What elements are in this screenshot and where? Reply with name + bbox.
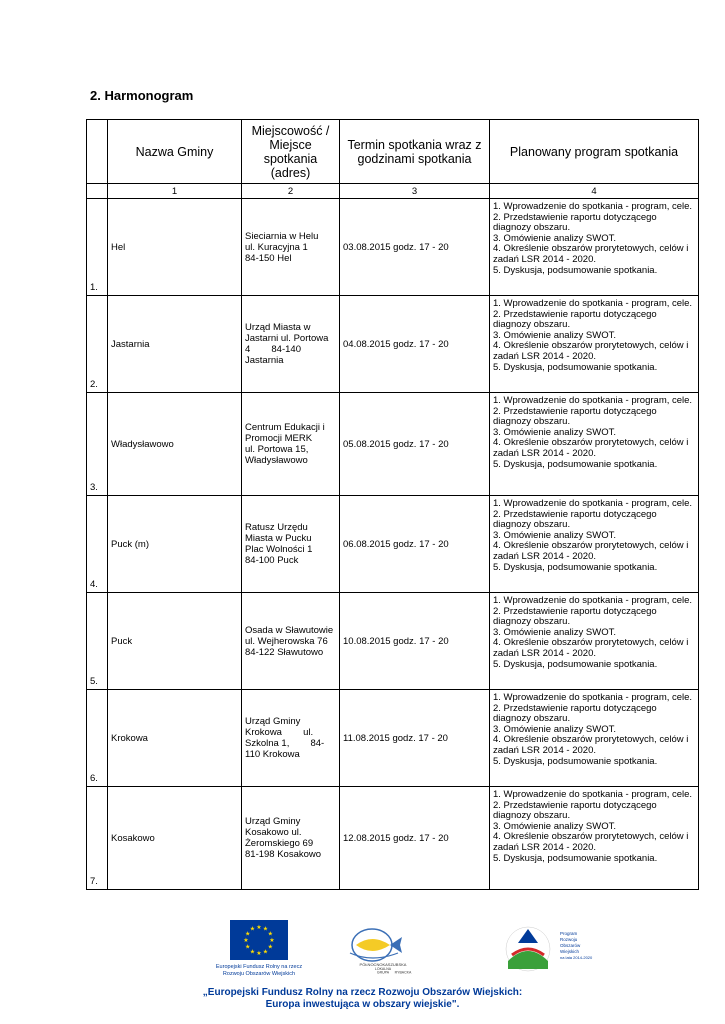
fish-tail-icon bbox=[390, 937, 402, 953]
program-item: 3. Omówienie analizy SWOT. bbox=[493, 426, 617, 438]
meeting-place-line: Kosakowo ul. bbox=[245, 827, 302, 838]
meeting-place-line: Władysławowo bbox=[245, 455, 308, 466]
svg-text:Wiejskich: Wiejskich bbox=[560, 949, 580, 954]
eu-flag-icon bbox=[230, 920, 288, 960]
svg-text:LOKALNA: LOKALNA bbox=[374, 967, 392, 971]
meeting-place-line: ul. Portowa 15, bbox=[245, 444, 309, 455]
program-item: 1. Wprowadzenie do spotkania - program, cele. bbox=[493, 595, 693, 606]
meeting-date: 10.08.2015 godz. 17 - 20 bbox=[340, 593, 490, 690]
program-item: 4. Określenie obszarów prorytetowych, celów i zadań LSR 2014 - 2020. bbox=[493, 637, 689, 659]
fish-body-icon bbox=[356, 939, 390, 951]
meeting-place-line: Szkolna 1, 84- bbox=[245, 738, 325, 749]
eu-star-icon: ★ bbox=[267, 944, 273, 951]
svg-text:Rozwoju: Rozwoju bbox=[560, 937, 578, 942]
meeting-program bbox=[490, 296, 699, 393]
program-item: 5. Dyskusja, podsumowanie spotkania. bbox=[493, 458, 658, 470]
table-row bbox=[87, 690, 699, 787]
meeting-place-line: Żeromskiego 69 bbox=[245, 838, 314, 849]
prow-logo bbox=[502, 921, 602, 977]
row-number: 6. bbox=[87, 690, 108, 787]
program-item: 5. Dyskusja, podsumowanie spotkania. bbox=[493, 264, 658, 276]
eu-star-icon: ★ bbox=[256, 951, 262, 957]
meeting-place bbox=[242, 199, 340, 296]
meeting-program bbox=[490, 787, 699, 890]
column-number: 2 bbox=[242, 184, 340, 199]
eu-star-icon: ★ bbox=[269, 938, 275, 944]
meeting-place bbox=[242, 690, 340, 787]
table-row bbox=[87, 296, 699, 393]
program-item: 2. Przedstawienie raportu dotyczącego diagnozy obszaru. bbox=[493, 211, 657, 234]
meeting-date: 12.08.2015 godz. 17 - 20 bbox=[340, 787, 490, 890]
program-item: 1. Wprowadzenie do spotkania - program, cele. bbox=[493, 498, 693, 509]
program-item: 5. Dyskusja, podsumowanie spotkania. bbox=[493, 361, 658, 373]
meeting-place-line: ul. Kuracyjna 1 bbox=[245, 241, 308, 253]
eu-star-icon: ★ bbox=[243, 938, 249, 944]
eu-star-icon: ★ bbox=[256, 925, 262, 931]
row-number: 4. bbox=[87, 496, 108, 593]
program-item: 4. Określenie obszarów prorytetowych, celów i zadań LSR 2014 - 2020. bbox=[493, 734, 689, 756]
program-item: 3. Omówienie analizy SWOT. bbox=[493, 820, 617, 832]
program-item: 4. Określenie obszarów prorytetowych, celów i zadań LSR 2014 - 2020. bbox=[493, 831, 689, 853]
program-item: 1. Wprowadzenie do spotkania - program, cele. bbox=[493, 395, 693, 406]
table-row bbox=[87, 787, 699, 890]
program-item: 2. Przedstawienie raportu dotyczącego diagnozy obszaru. bbox=[493, 308, 657, 331]
column-number bbox=[87, 184, 108, 199]
lgr-logo bbox=[342, 923, 424, 975]
meeting-date: 03.08.2015 godz. 17 - 20 bbox=[340, 199, 490, 296]
column-number: 1 bbox=[108, 184, 242, 199]
header-lp bbox=[87, 120, 108, 184]
gmina-name: Puck bbox=[108, 593, 242, 690]
meeting-program bbox=[490, 593, 699, 690]
meeting-place-line: 84-122 Sławutowo bbox=[245, 646, 324, 658]
meeting-place-line: 84-150 Hel bbox=[245, 252, 292, 264]
program-item: 2. Przedstawienie raportu dotyczącego diagnozy obszaru. bbox=[493, 605, 657, 628]
program-item: 3. Omówienie analizy SWOT. bbox=[493, 723, 617, 735]
meeting-program bbox=[490, 690, 699, 787]
meeting-place-line: Jastarnia bbox=[245, 355, 284, 366]
meeting-place-line: ul. Wejherowska 76 bbox=[245, 635, 328, 647]
table-header-row bbox=[87, 120, 699, 184]
program-item: 4. Określenie obszarów prorytetowych, celów i zadań LSR 2014 - 2020. bbox=[493, 437, 689, 459]
eu-star-icon: ★ bbox=[262, 926, 269, 933]
gmina-name: Puck (m) bbox=[108, 496, 242, 593]
row-number: 1. bbox=[87, 199, 108, 296]
program-item: 4. Określenie obszarów prorytetowych, celów i zadań LSR 2014 - 2020. bbox=[493, 540, 689, 562]
meeting-place bbox=[242, 393, 340, 496]
meeting-date: 06.08.2015 godz. 17 - 20 bbox=[340, 496, 490, 593]
eu-star-icon: ★ bbox=[267, 931, 273, 938]
meeting-place-line: Jastarni ul. Portowa bbox=[245, 333, 329, 344]
gmina-name: Krokowa bbox=[108, 690, 242, 787]
meeting-place-line: 81-198 Kosakowo bbox=[245, 849, 322, 860]
svg-text:PÓŁNOCNOKASZUBSKA: PÓŁNOCNOKASZUBSKA bbox=[359, 962, 407, 967]
svg-text:GRUPA: GRUPA bbox=[376, 970, 390, 975]
footer-slogan-line1: „Europejski Fundusz Rolny na rzecz Rozwoju Obszarów Wiejskich: bbox=[202, 987, 523, 998]
program-item: 1. Wprowadzenie do spotkania - program, cele. bbox=[493, 692, 693, 703]
header-miejsce: Miejscowość / Miejsce spotkania (adres) bbox=[242, 120, 340, 184]
program-item: 5. Dyskusja, podsumowanie spotkania. bbox=[493, 755, 658, 767]
meeting-place-line: Plac Wolności 1 bbox=[245, 544, 313, 555]
meeting-place-line: Osada w Sławutowie bbox=[245, 624, 334, 636]
meeting-place-line: 84-100 Puck bbox=[245, 555, 299, 566]
program-item: 5. Dyskusja, podsumowanie spotkania. bbox=[493, 561, 658, 573]
header-program: Planowany program spotkania bbox=[490, 120, 699, 184]
program-item: 4. Określenie obszarów prorytetowych, celów i zadań LSR 2014 - 2020. bbox=[493, 340, 689, 362]
meeting-place-line: Centrum Edukacji i bbox=[245, 422, 325, 433]
meeting-program bbox=[490, 496, 699, 593]
meeting-place-line: 110 Krokowa bbox=[245, 749, 300, 760]
eu-logo-caption: Europejski Fundusz Rolny na rzecz Rozwoju Obszarów Wiejskich bbox=[215, 964, 303, 977]
footer-slogan bbox=[0, 987, 725, 1010]
gmina-name: Hel bbox=[108, 199, 242, 296]
eu-star-icon: ★ bbox=[262, 949, 269, 956]
program-item: 3. Omówienie analizy SWOT. bbox=[493, 626, 617, 638]
program-item: 1. Wprowadzenie do spotkania - program, cele. bbox=[493, 789, 693, 800]
table-row bbox=[87, 496, 699, 593]
meeting-place-line: Ratusz Urzędu bbox=[245, 522, 308, 533]
program-item: 2. Przedstawienie raportu dotyczącego diagnozy obszaru. bbox=[493, 508, 657, 531]
program-item: 1. Wprowadzenie do spotkania - program, cele. bbox=[493, 201, 693, 212]
column-number: 4 bbox=[490, 184, 699, 199]
program-item: 4. Określenie obszarów prorytetowych, celów i zadań LSR 2014 - 2020. bbox=[493, 243, 689, 265]
meeting-program bbox=[490, 393, 699, 496]
meeting-place bbox=[242, 593, 340, 690]
gmina-name: Władysławowo bbox=[108, 393, 242, 496]
column-number-row bbox=[87, 184, 699, 199]
svg-text:na lata 2014-2020: na lata 2014-2020 bbox=[560, 955, 593, 960]
eu-logo bbox=[207, 920, 311, 977]
meeting-place-line: Miasta w Pucku bbox=[245, 533, 312, 544]
row-number: 7. bbox=[87, 787, 108, 890]
eu-star-icon: ★ bbox=[245, 944, 251, 951]
meeting-place-line: Sieciarnia w Helu bbox=[245, 230, 319, 242]
meeting-place-line: Urząd Miasta w bbox=[245, 322, 311, 333]
meeting-program bbox=[490, 199, 699, 296]
header-termin: Termin spotkania wraz z godzinami spotkania bbox=[340, 120, 490, 184]
header-nazwa-gminy: Nazwa Gminy bbox=[108, 120, 242, 184]
program-item: 1. Wprowadzenie do spotkania - program, cele. bbox=[493, 298, 693, 309]
row-number: 5. bbox=[87, 593, 108, 690]
svg-text:RYBACKA: RYBACKA bbox=[394, 970, 412, 975]
eu-star-icon: ★ bbox=[249, 949, 256, 956]
meeting-date: 04.08.2015 godz. 17 - 20 bbox=[340, 296, 490, 393]
meeting-date: 05.08.2015 godz. 17 - 20 bbox=[340, 393, 490, 496]
meeting-place bbox=[242, 296, 340, 393]
column-number: 3 bbox=[340, 184, 490, 199]
svg-text:Obszarów: Obszarów bbox=[560, 943, 581, 948]
meeting-place-line: Urząd Gminy bbox=[245, 816, 301, 827]
program-item: 2. Przedstawienie raportu dotyczącego diagnozy obszaru. bbox=[493, 702, 657, 725]
meeting-place bbox=[242, 496, 340, 593]
meeting-place-line: Urząd Gminy bbox=[245, 716, 301, 727]
program-item: 2. Przedstawienie raportu dotyczącego diagnozy obszaru. bbox=[493, 405, 657, 428]
eu-star-icon: ★ bbox=[245, 931, 251, 938]
footer-slogan-line2: Europa inwestująca w obszary wiejskie". bbox=[265, 998, 460, 1010]
meeting-place-line: 4 84-140 bbox=[245, 344, 301, 355]
gmina-name: Jastarnia bbox=[108, 296, 242, 393]
program-item: 3. Omówienie analizy SWOT. bbox=[493, 529, 617, 541]
table-row bbox=[87, 593, 699, 690]
meeting-place-line: Promocji MERK bbox=[245, 433, 313, 444]
program-item: 5. Dyskusja, podsumowanie spotkania. bbox=[493, 658, 658, 670]
table-row bbox=[87, 393, 699, 496]
schedule-table bbox=[86, 119, 699, 890]
program-item: 5. Dyskusja, podsumowanie spotkania. bbox=[493, 852, 658, 864]
svg-text:Program: Program bbox=[560, 931, 578, 936]
gmina-name: Kosakowo bbox=[108, 787, 242, 890]
meeting-place-line: Krokowa ul. bbox=[245, 727, 314, 738]
footer bbox=[0, 915, 725, 1024]
row-number: 2. bbox=[87, 296, 108, 393]
program-item: 3. Omówienie analizy SWOT. bbox=[493, 232, 617, 244]
table-row bbox=[87, 199, 699, 296]
program-item: 2. Przedstawienie raportu dotyczącego diagnozy obszaru. bbox=[493, 799, 657, 822]
page-heading: 2. Harmonogram bbox=[90, 88, 194, 103]
eu-star-icon: ★ bbox=[249, 926, 256, 933]
row-number: 3. bbox=[87, 393, 108, 496]
program-item: 3. Omówienie analizy SWOT. bbox=[493, 329, 617, 341]
meeting-place bbox=[242, 787, 340, 890]
meeting-date: 11.08.2015 godz. 17 - 20 bbox=[340, 690, 490, 787]
